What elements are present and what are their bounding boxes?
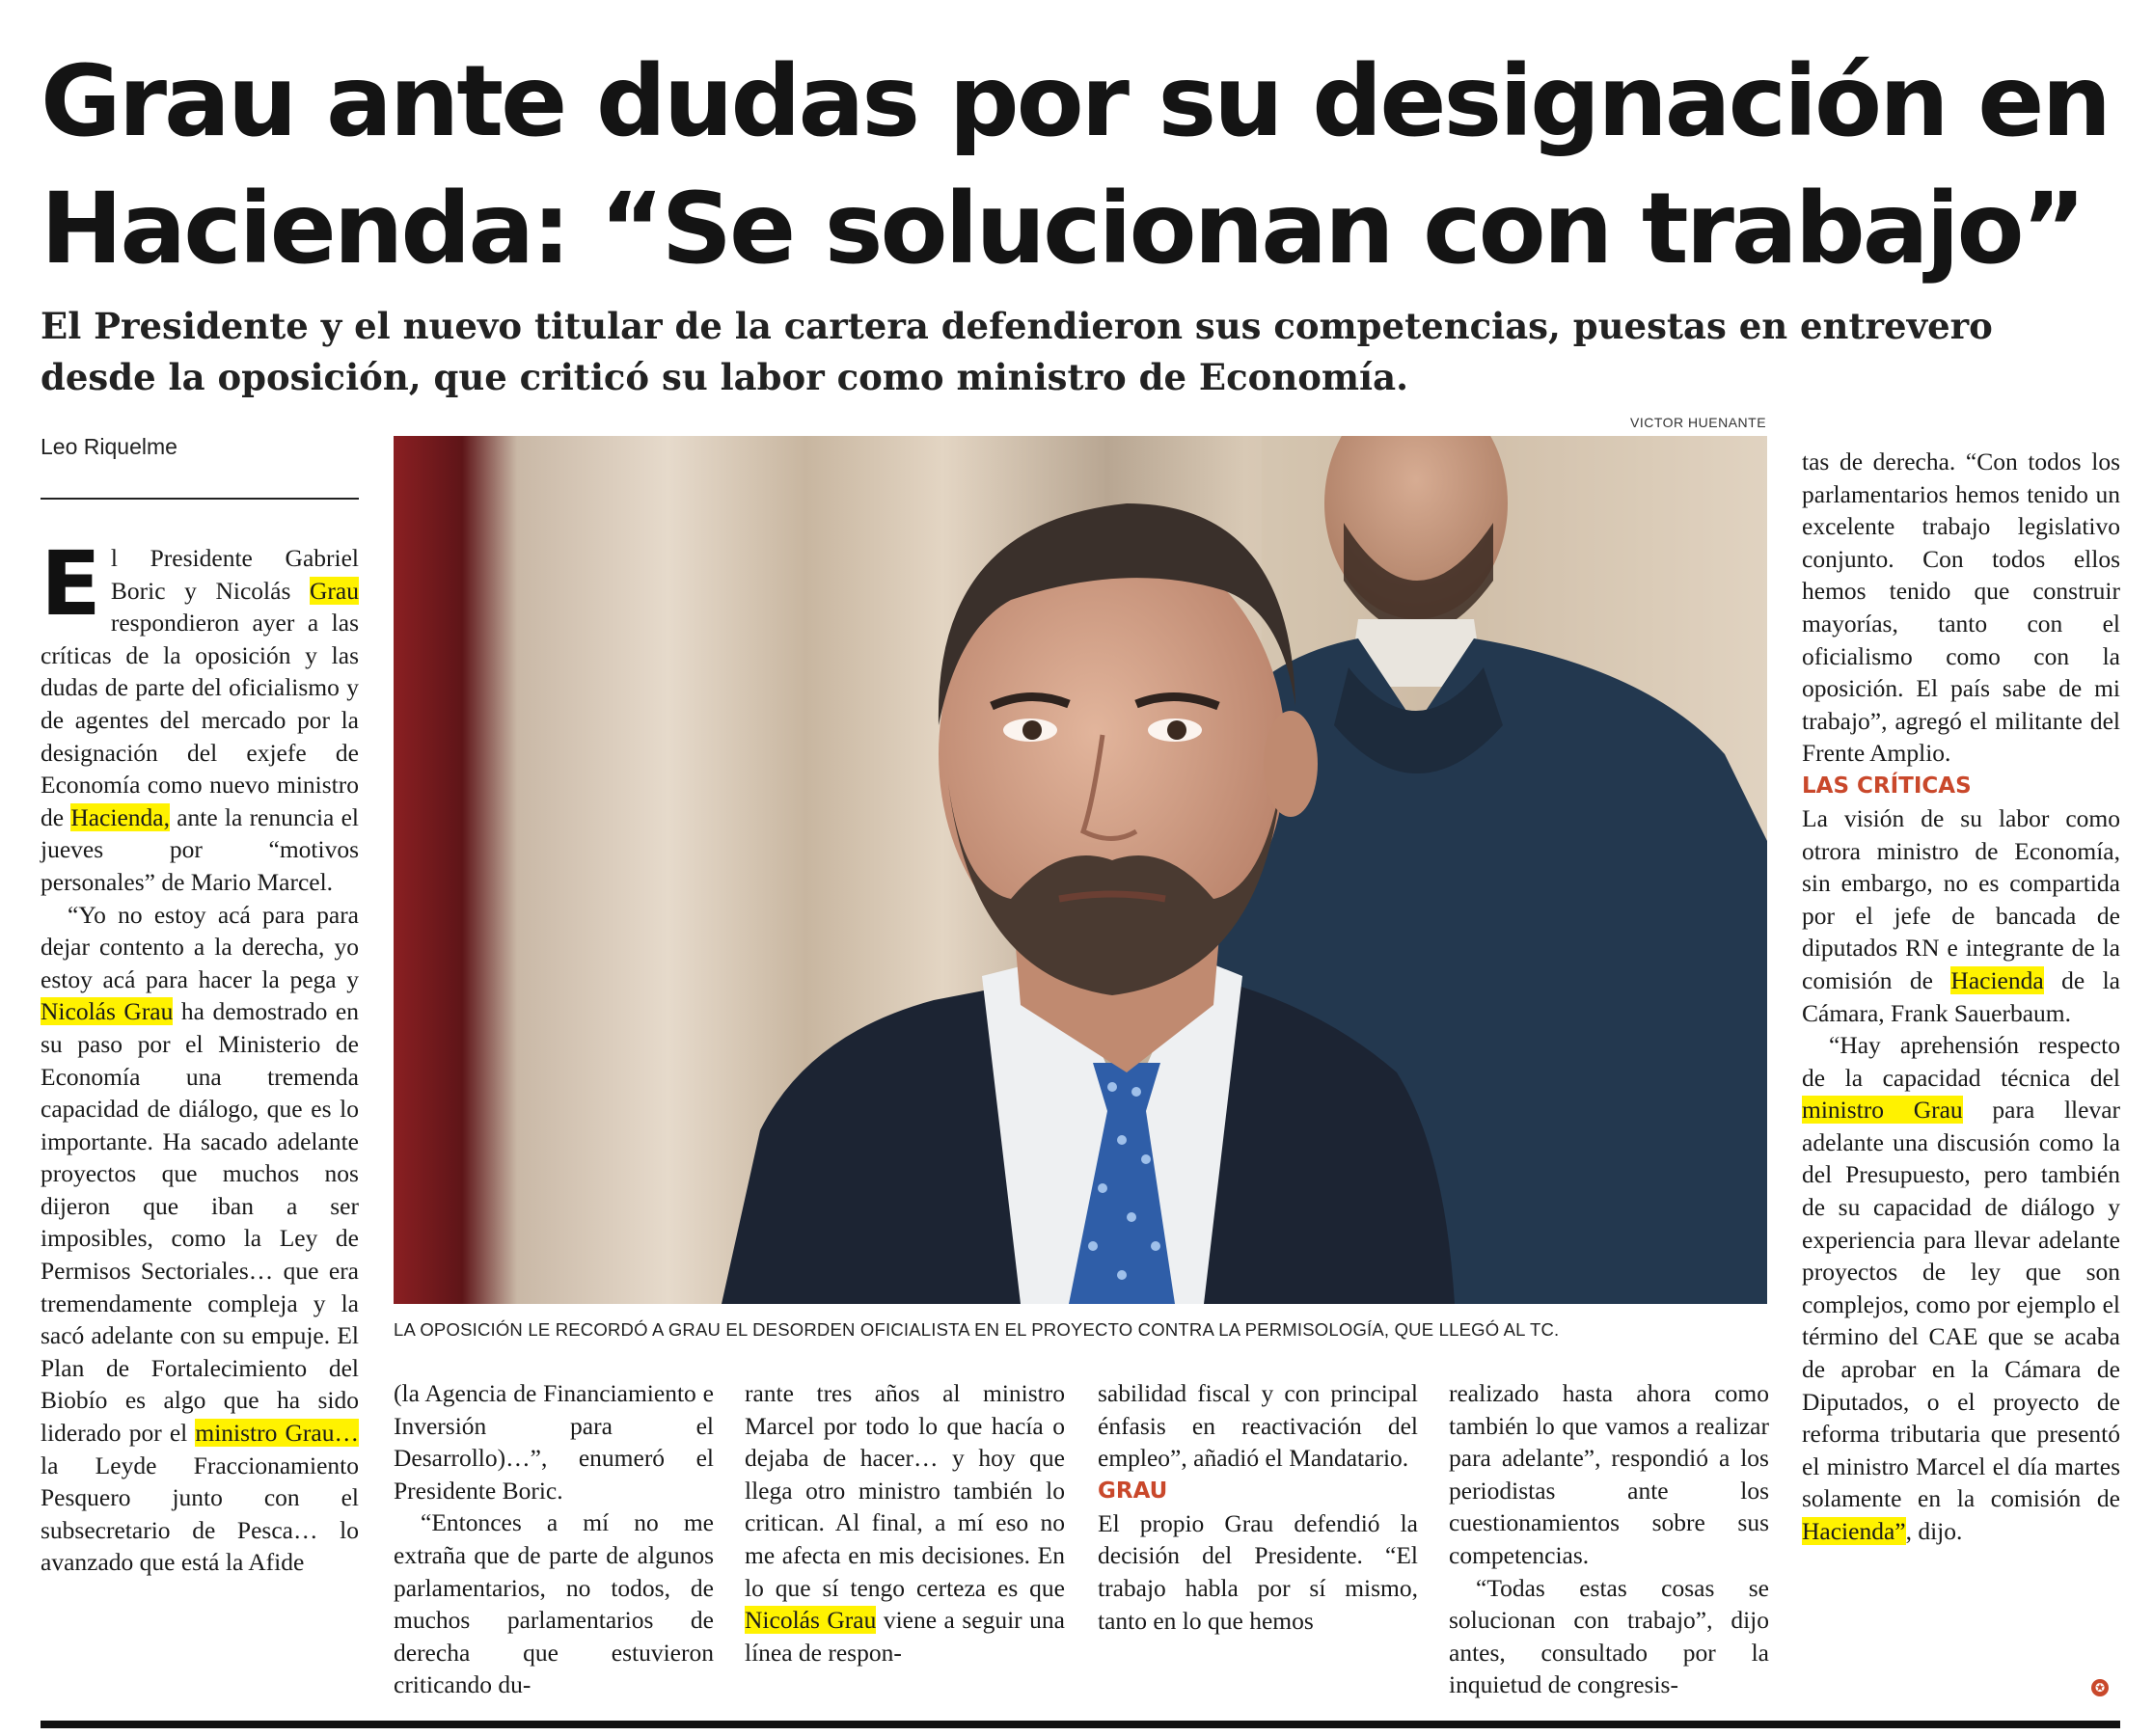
article-column-6 bbox=[1802, 446, 2120, 1548]
text-run: para llevar adelante una discusión como la del Presupuesto, pero también de su capacidad de diálogo y experiencia para llevar adelante proyectos de ley que son complejos, como por ejemplo el término del CAE que se acaba de aprobar en la Cámara de Diputados, o el proyecto de reforma tributaria que presentó el ministro Marcel el día martes solamente en la comisión de bbox=[1802, 1096, 2120, 1513]
byline: Leo Riquelme bbox=[41, 434, 177, 459]
text-run: viene a seguir una línea de respon- bbox=[745, 1606, 1065, 1667]
section-heading-criticas: LAS CRÍTICAS bbox=[1802, 773, 1972, 799]
article-column-3 bbox=[745, 1377, 1065, 1668]
paragraph: El propio Grau defendió la decisión del Presidente. “El trabajo habla por sí mismo, tanto en lo que hemos bbox=[1098, 1508, 1418, 1635]
paragraph: “Entonces a mí no me extraña que de parte de algunos parlamentarios, no todos, de muchos parlamentarios de derecha que estuvieron criticando du- bbox=[394, 1508, 714, 1699]
paragraph: (la Agencia de Financiamiento e Inversión para el Desarrollo)…”, enumeró el Presidente Boric. bbox=[394, 1379, 714, 1505]
article-end-icon: ✪ bbox=[2091, 1679, 2109, 1696]
text-run: respondieron ayer a las críticas de la oposición y las dudas de parte del oficialismo y de agentes del mercado por la designación del exjefe de Economía como nuevo ministro de bbox=[41, 609, 359, 831]
article-photo bbox=[394, 436, 1767, 1304]
paragraph bbox=[41, 899, 359, 1579]
paragraph: realizado hasta ahora como también lo que vamos a realizar para adelante”, respondió a los periodistas ante los cuestionamientos sobre sus competencias. bbox=[1449, 1379, 1769, 1569]
byline-rule bbox=[41, 498, 359, 500]
text-run: rante tres años al ministro Marcel por todo lo que hacía o dejaba de hacer… y hoy que llega otro ministro también lo critican. Al final, a mí eso no me afecta en mis decisiones. En lo que sí tengo certeza es que bbox=[745, 1379, 1065, 1602]
highlight: Grau bbox=[310, 576, 359, 605]
text-run: ha demostrado en su paso por el Ministerio de Economía una tremenda capacidad de diálogo, que es lo importante. Ha sacado adelante proyectos que muchos nos dijeron que iban a ser imposibles, como la Ley de Permisos Sectoriales… que era tremendamente compleja y la sacó adelante con su empuje. El Plan de Fortalecimiento del Biobío es algo que ha sido liderado por el bbox=[41, 997, 359, 1448]
paragraph: sabilidad fiscal y con principal énfasis en reactivación del empleo”, añadió el Mandatario. bbox=[1098, 1379, 1418, 1473]
article-column-2 bbox=[394, 1377, 714, 1701]
paragraph: tas de derecha. “Con todos los parlamentarios hemos tenido un excelente trabajo legislativo conjunto. Con todos ellos hemos tenido que construir mayorías, tanto con el oficialismo como con la oposición. El país sabe de mi trabajo”, agregó el militante del Frente Amplio. bbox=[1802, 448, 2120, 768]
text-run: La visión de su labor como otrora ministro de Economía, sin embargo, no es compartida por el jefe de bancada de diputados RN e integrante de la comisión de bbox=[1802, 803, 2120, 994]
highlight: Hacienda” bbox=[1802, 1517, 1906, 1545]
paragraph bbox=[1802, 1029, 2120, 1548]
article-column-4 bbox=[1098, 1377, 1418, 1637]
bottom-rule bbox=[41, 1721, 2120, 1728]
highlight: Nicolás Grau bbox=[41, 997, 174, 1026]
photo-caption: LA OPOSICIÓN LE RECORDÓ A GRAU EL DESORDEN OFICIALISTA EN EL PROYECTO CONTRA LA PERMISOLOGÍA, QUE LLEGÓ AL TC. bbox=[394, 1319, 1560, 1340]
text-run: , dijo. bbox=[1905, 1517, 1963, 1545]
text-run: la Leyde Fraccionamiento Pesquero junto con el subsecretario de Pesca… lo avanzado que está la Afide bbox=[41, 1451, 359, 1577]
text-run: ante la renuncia el jueves por “motivos personales” de Mario Marcel. bbox=[41, 802, 359, 896]
text-run: de la Cámara, Frank Sauerbaum. bbox=[1802, 965, 2120, 1027]
highlight: Hacienda bbox=[1950, 965, 2044, 994]
subheadline: El Presidente y el nuevo titular de la cartera defendieron sus competencias, puestas en entrevero desde la oposición, que criticó su labor como ministro de Economía. bbox=[41, 305, 1993, 398]
paragraph bbox=[745, 1377, 1065, 1668]
section-heading-grau: GRAU bbox=[1098, 1478, 1168, 1504]
highlight: Hacienda, bbox=[70, 802, 170, 831]
highlight: Nicolás Grau bbox=[745, 1606, 877, 1635]
text-run: “Yo no estoy acá para para dejar contento a la derecha, yo estoy acá para hacer la pega y bbox=[41, 900, 359, 993]
article-column-1 bbox=[41, 532, 359, 1579]
highlight: ministro Grau… bbox=[195, 1419, 359, 1448]
text-run: l Presidente Gabriel Boric y Nicolás bbox=[110, 544, 359, 605]
text-run: “Hay aprehensión respecto de la capacidad técnica del bbox=[1802, 1031, 2120, 1092]
paragraph bbox=[1802, 802, 2120, 1029]
portrait-illustration bbox=[394, 436, 1767, 1304]
photo-credit: VICTOR HUENANTE bbox=[1630, 415, 1767, 430]
drop-cap: E bbox=[41, 532, 101, 636]
paragraph bbox=[41, 532, 359, 899]
highlight: ministro Grau bbox=[1802, 1096, 1963, 1125]
article-column-5 bbox=[1449, 1377, 1769, 1701]
paragraph: “Todas estas cosas se solucionan con trabajo”, dijo antes, consultado por la inquietud de congresis- bbox=[1449, 1573, 1769, 1699]
headline: Grau ante dudas por su designación en Hacienda: “Se solucionan con trabajo” bbox=[41, 44, 2110, 286]
